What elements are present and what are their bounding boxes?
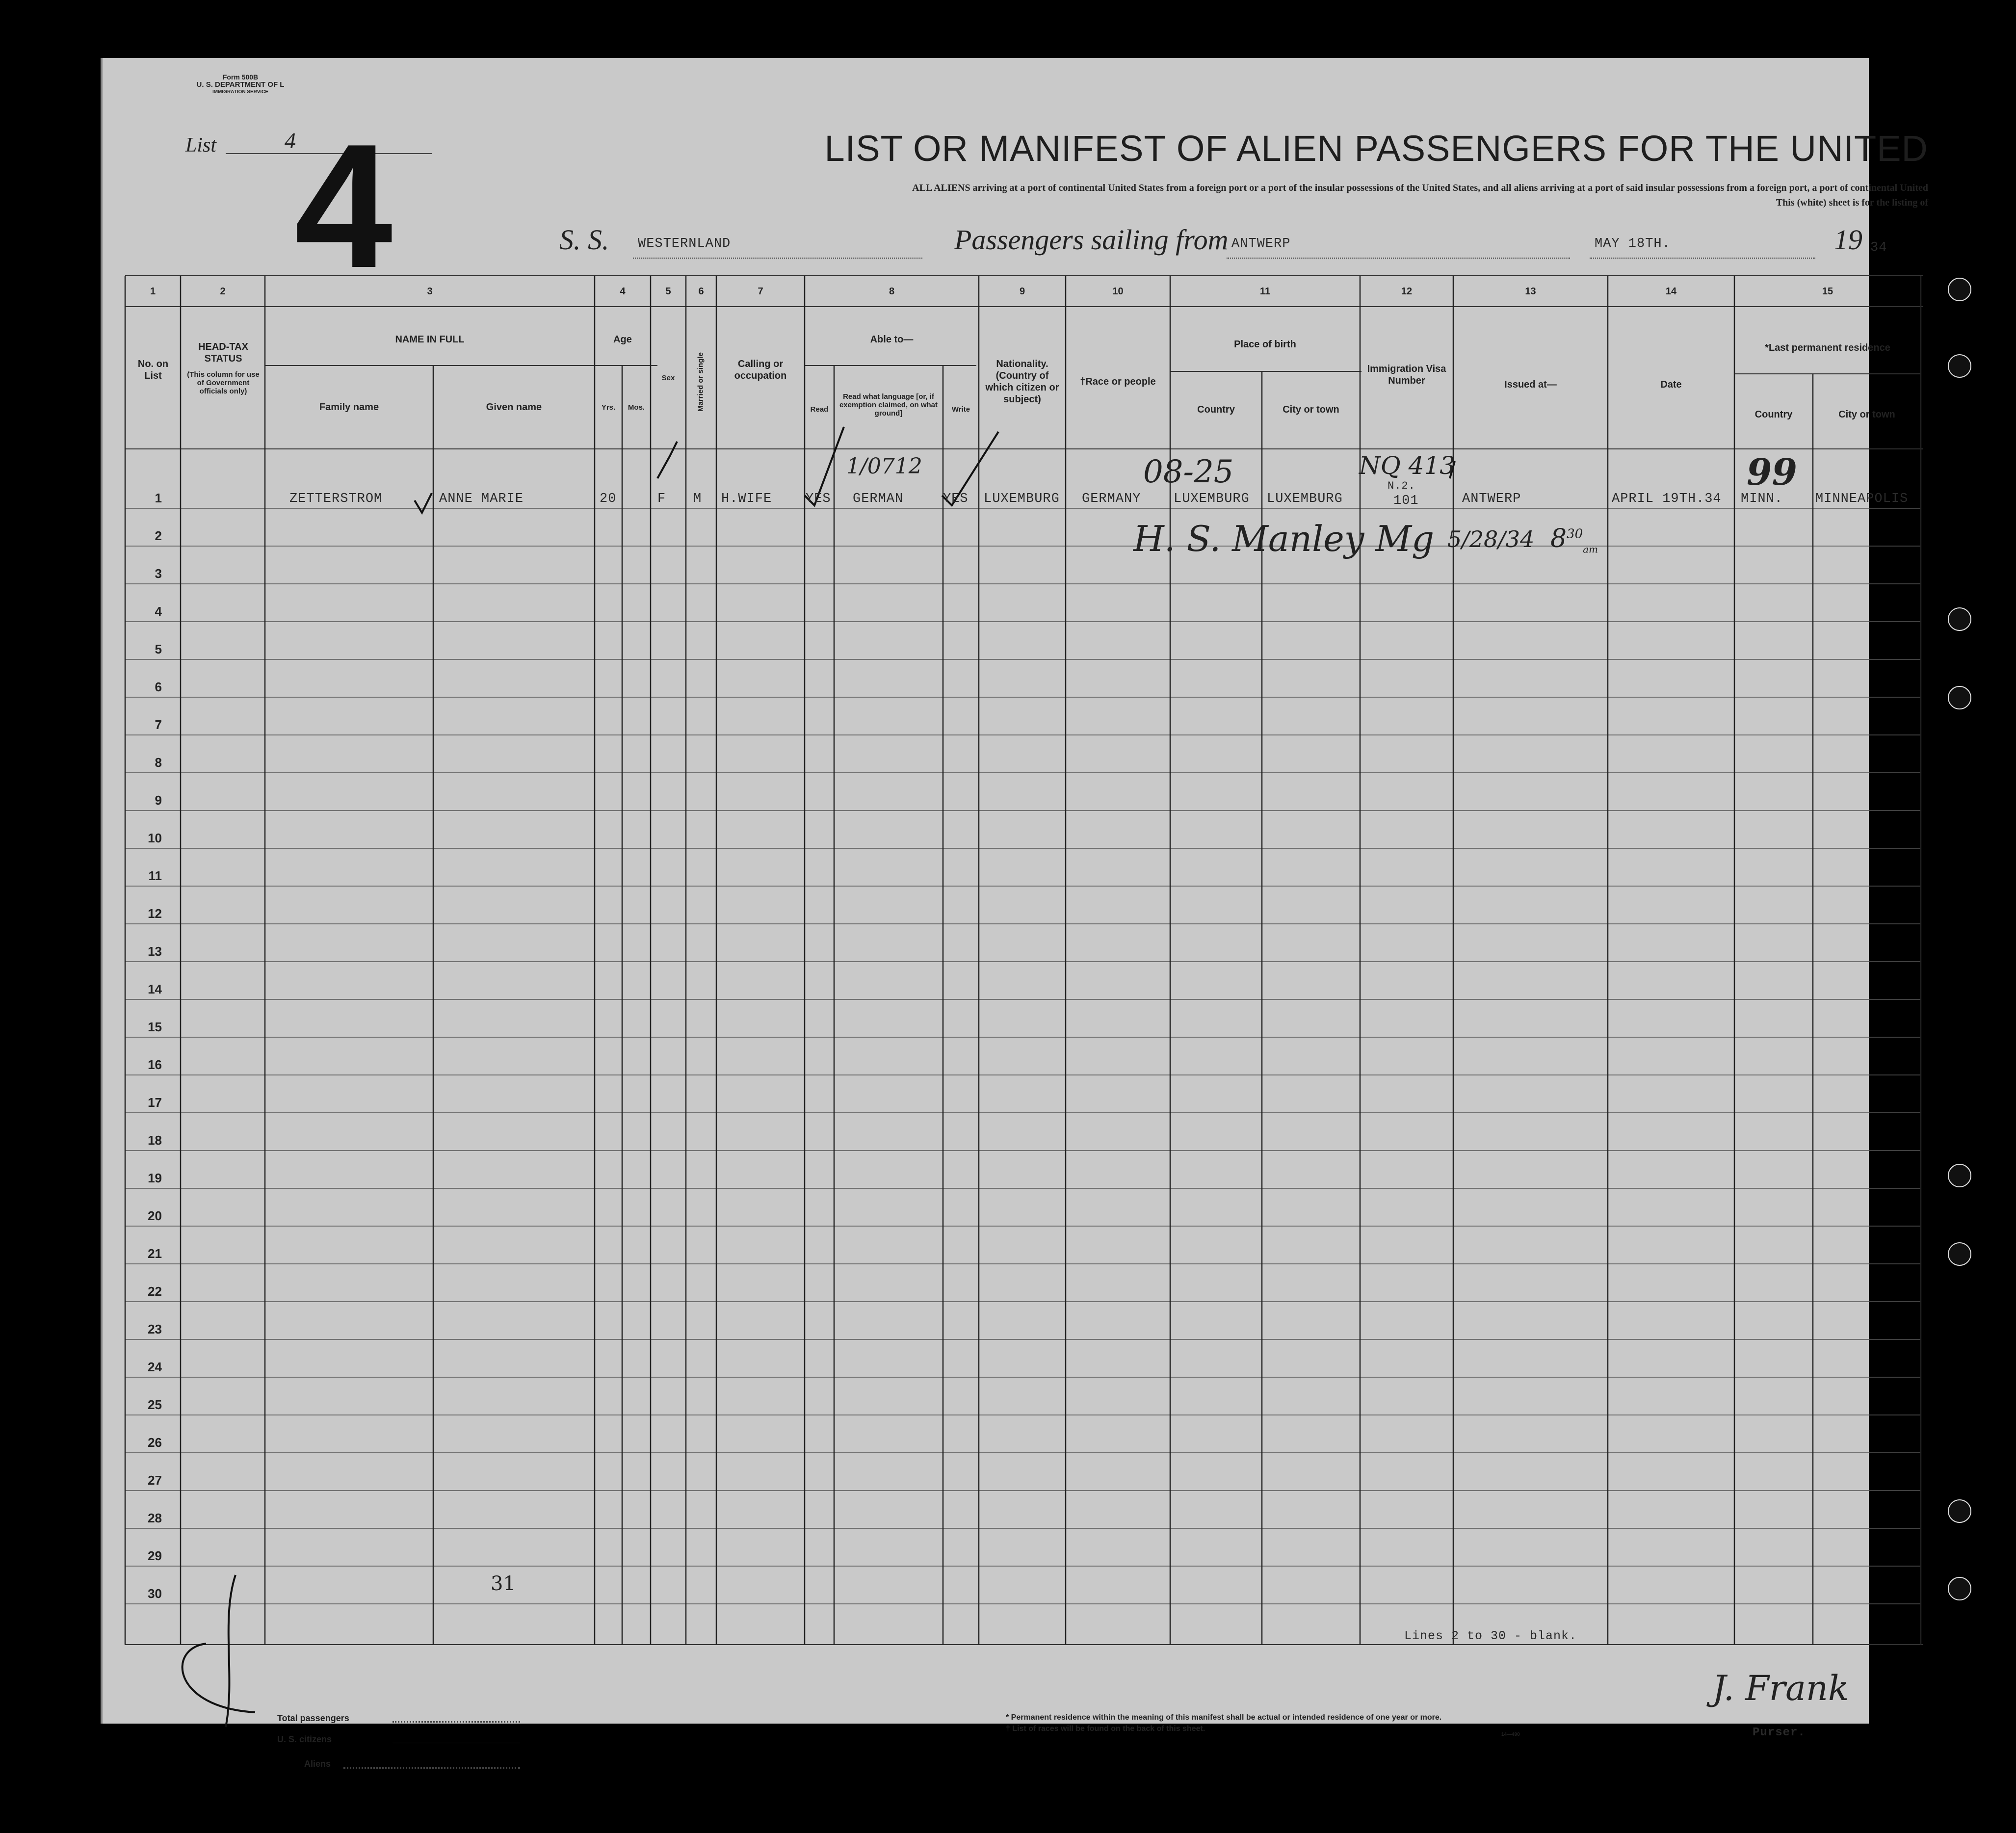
can-write: YES bbox=[943, 492, 969, 506]
col-number-2: 2 bbox=[220, 286, 226, 297]
visa-number: 101 bbox=[1393, 494, 1419, 508]
col-number-6: 6 bbox=[698, 286, 704, 297]
purser-signature: J. Frank bbox=[1712, 1668, 1849, 1708]
header-yrs: Yrs. bbox=[601, 403, 616, 412]
read-language: GERMAN bbox=[853, 492, 904, 506]
total-passengers-line bbox=[393, 1721, 520, 1723]
handwritten-annotation-time bbox=[1550, 524, 1598, 555]
time-unit: am bbox=[1583, 543, 1598, 555]
row-number: 12 bbox=[148, 906, 162, 921]
header-issued-at: Issued at— bbox=[1504, 379, 1557, 390]
header-mos: Mos. bbox=[628, 403, 645, 412]
row-number: 14 bbox=[148, 982, 162, 996]
col-number-3: 3 bbox=[427, 286, 433, 297]
residence-city: MINNEAPOLIS bbox=[1815, 492, 1909, 506]
header-read: Read bbox=[810, 405, 829, 414]
row-number: 24 bbox=[148, 1360, 162, 1374]
col-number-1: 1 bbox=[150, 286, 156, 297]
row-number: 4 bbox=[155, 604, 162, 619]
time-minutes: 30 bbox=[1567, 526, 1583, 542]
col-number-7: 7 bbox=[758, 286, 763, 297]
row-number: 5 bbox=[155, 642, 162, 656]
row-number: 23 bbox=[148, 1322, 162, 1336]
age-years: 20 bbox=[600, 492, 617, 506]
header-birth-country: Country bbox=[1197, 404, 1235, 415]
residence-country: MINN. bbox=[1741, 492, 1783, 506]
aliens-line bbox=[343, 1767, 520, 1769]
department-name: U. S. DEPARTMENT OF L bbox=[196, 80, 285, 89]
row-number: 22 bbox=[148, 1284, 162, 1299]
row-number: 7 bbox=[155, 717, 162, 732]
col-number-10: 10 bbox=[1112, 286, 1124, 297]
handwritten-residence-code: 99 bbox=[1747, 451, 1797, 494]
row-number: 9 bbox=[155, 793, 162, 808]
aliens-label: Aliens bbox=[304, 1759, 331, 1769]
col-number-11: 11 bbox=[1259, 286, 1271, 297]
occupation: H.WIFE bbox=[721, 492, 772, 506]
col-number-13: 13 bbox=[1525, 286, 1536, 297]
col-number-12: 12 bbox=[1401, 286, 1413, 297]
blank-lines-note: Lines 2 to 30 - blank. bbox=[1404, 1629, 1577, 1643]
header-res-city: City or town bbox=[1838, 409, 1895, 420]
header-married: Married or single bbox=[696, 352, 705, 412]
col-number-9: 9 bbox=[1019, 286, 1025, 297]
us-citizens-line bbox=[393, 1743, 520, 1744]
handwritten-birth-code: 08-25 bbox=[1143, 454, 1234, 490]
header-date: Date bbox=[1660, 379, 1682, 390]
row-number: 8 bbox=[155, 755, 162, 770]
year-suffix: 34 bbox=[1870, 240, 1887, 255]
header-write: Write bbox=[951, 405, 970, 414]
row-number: 15 bbox=[148, 1020, 162, 1034]
header-able-to: Able to— bbox=[870, 334, 914, 345]
row-number: 3 bbox=[155, 566, 162, 581]
row-number: 27 bbox=[148, 1473, 162, 1488]
row-number: 18 bbox=[148, 1133, 162, 1148]
header-no-on-list: No. on List bbox=[137, 359, 169, 381]
form-code: 14—490 bbox=[1501, 1732, 1520, 1737]
ss-label: S. S. bbox=[559, 224, 609, 256]
header-family-name: Family name bbox=[319, 402, 379, 413]
handwritten-visa-code: NQ 413 bbox=[1359, 451, 1456, 480]
row-number: 13 bbox=[148, 944, 162, 959]
year-prefix: 19 bbox=[1834, 224, 1862, 256]
row-number: 28 bbox=[148, 1511, 162, 1525]
birth-city: LUXEMBURG bbox=[1267, 492, 1343, 506]
header-read-language: Read what language [or, if exemption claimed, on what ground] bbox=[839, 393, 938, 418]
instructions-line-2: This (white) sheet is for the listing of bbox=[1776, 197, 1928, 208]
row-number: 19 bbox=[148, 1171, 162, 1185]
total-passengers-label: Total passengers bbox=[277, 1713, 349, 1723]
list-number-small: 4 bbox=[285, 128, 296, 153]
header-head-tax: HEAD-TAX STATUS bbox=[198, 341, 248, 364]
row-number: 20 bbox=[148, 1208, 162, 1223]
list-label: List bbox=[185, 134, 217, 157]
row-number: 17 bbox=[148, 1095, 162, 1110]
row-number: 26 bbox=[148, 1435, 162, 1450]
instructions-line-1: ALL ALIENS arriving at a port of continental United States from a foreign port or a port of the insular possessions of the United States, and all aliens arriving at a port of said insular possessions from a foreign port, a port of continental United bbox=[912, 183, 1928, 193]
visa-date: APRIL 19TH.34 bbox=[1612, 492, 1722, 506]
nationality: LUXEMBURG bbox=[984, 492, 1060, 506]
header-nationality: Nationality. (Country of which citizen or subject) bbox=[985, 359, 1059, 405]
race: GERMANY bbox=[1082, 492, 1141, 506]
sailing-date: MAY 18TH. bbox=[1595, 236, 1671, 251]
row-number: 6 bbox=[155, 680, 162, 694]
row-number: 29 bbox=[148, 1548, 162, 1563]
footnote-races: † List of races will be found on the back of this sheet. bbox=[1006, 1725, 1205, 1733]
col-number-14: 14 bbox=[1665, 286, 1677, 297]
us-citizens-label: U. S. citizens bbox=[277, 1734, 332, 1744]
service-name: IMMIGRATION SERVICE bbox=[212, 89, 269, 95]
ship-name: WESTERNLAND bbox=[638, 236, 731, 251]
row-number: 2 bbox=[155, 528, 162, 543]
marital-status: M bbox=[693, 492, 702, 506]
header-head-tax-note: (This column for use of Government officials only) bbox=[187, 370, 260, 395]
form-number: Form 500B bbox=[222, 73, 259, 81]
purser-label: Purser. bbox=[1753, 1726, 1806, 1739]
col-number-5: 5 bbox=[665, 286, 671, 297]
header-birth-city: City or town bbox=[1283, 404, 1339, 415]
header-calling: Calling or occupation bbox=[734, 359, 787, 381]
header-race: †Race or people bbox=[1080, 376, 1156, 387]
given-name: ANNE MARIE bbox=[439, 492, 524, 506]
row-number: 11 bbox=[148, 868, 162, 883]
page-title: LIST OR MANIFEST OF ALIEN PASSENGERS FOR THE UNITED bbox=[824, 128, 1928, 169]
handwritten-count: 31 bbox=[491, 1572, 516, 1595]
header-given-name: Given name bbox=[486, 402, 542, 413]
birth-country: LUXEMBURG bbox=[1174, 492, 1250, 506]
header-last-residence: *Last permanent residence bbox=[1765, 342, 1890, 353]
header-age: Age bbox=[613, 334, 632, 345]
can-read: YES bbox=[806, 492, 831, 506]
issued-at: ANTWERP bbox=[1462, 492, 1521, 506]
header-sex: Sex bbox=[661, 374, 675, 382]
time-hour: 8 bbox=[1550, 524, 1567, 553]
list-number-large: 4 bbox=[294, 107, 393, 305]
family-name: ZETTERSTROM bbox=[289, 492, 383, 506]
header-name-in-full: NAME IN FULL bbox=[395, 334, 465, 345]
row-number: 16 bbox=[148, 1057, 162, 1072]
handwritten-annotation-date: 5/28/34 bbox=[1447, 526, 1535, 552]
header-res-country: Country bbox=[1754, 409, 1793, 420]
handwritten-code: 1/0712 bbox=[846, 454, 922, 479]
footnote-residence: * Permanent residence within the meaning of this manifest shall be actual or intended residence of one year or more. bbox=[1006, 1713, 1442, 1722]
visa-prefix: N.2. bbox=[1388, 480, 1415, 492]
row-number: 30 bbox=[148, 1586, 162, 1601]
sex: F bbox=[657, 492, 666, 506]
col-number-4: 4 bbox=[620, 286, 626, 297]
col-number-8: 8 bbox=[889, 286, 895, 297]
header-place-of-birth: Place of birth bbox=[1234, 339, 1296, 350]
col-number-15: 15 bbox=[1822, 286, 1833, 297]
row-number: 10 bbox=[148, 831, 162, 845]
row-number: 25 bbox=[148, 1397, 162, 1412]
header-visa: Immigration Visa Number bbox=[1367, 364, 1446, 386]
departure-port: ANTWERP bbox=[1231, 236, 1291, 251]
row-number: 21 bbox=[148, 1246, 162, 1261]
sailing-label: Passengers sailing from bbox=[954, 224, 1229, 256]
row-number: 1 bbox=[155, 491, 162, 505]
handwritten-annotation: H. S. Manley Mg bbox=[1133, 518, 1435, 559]
